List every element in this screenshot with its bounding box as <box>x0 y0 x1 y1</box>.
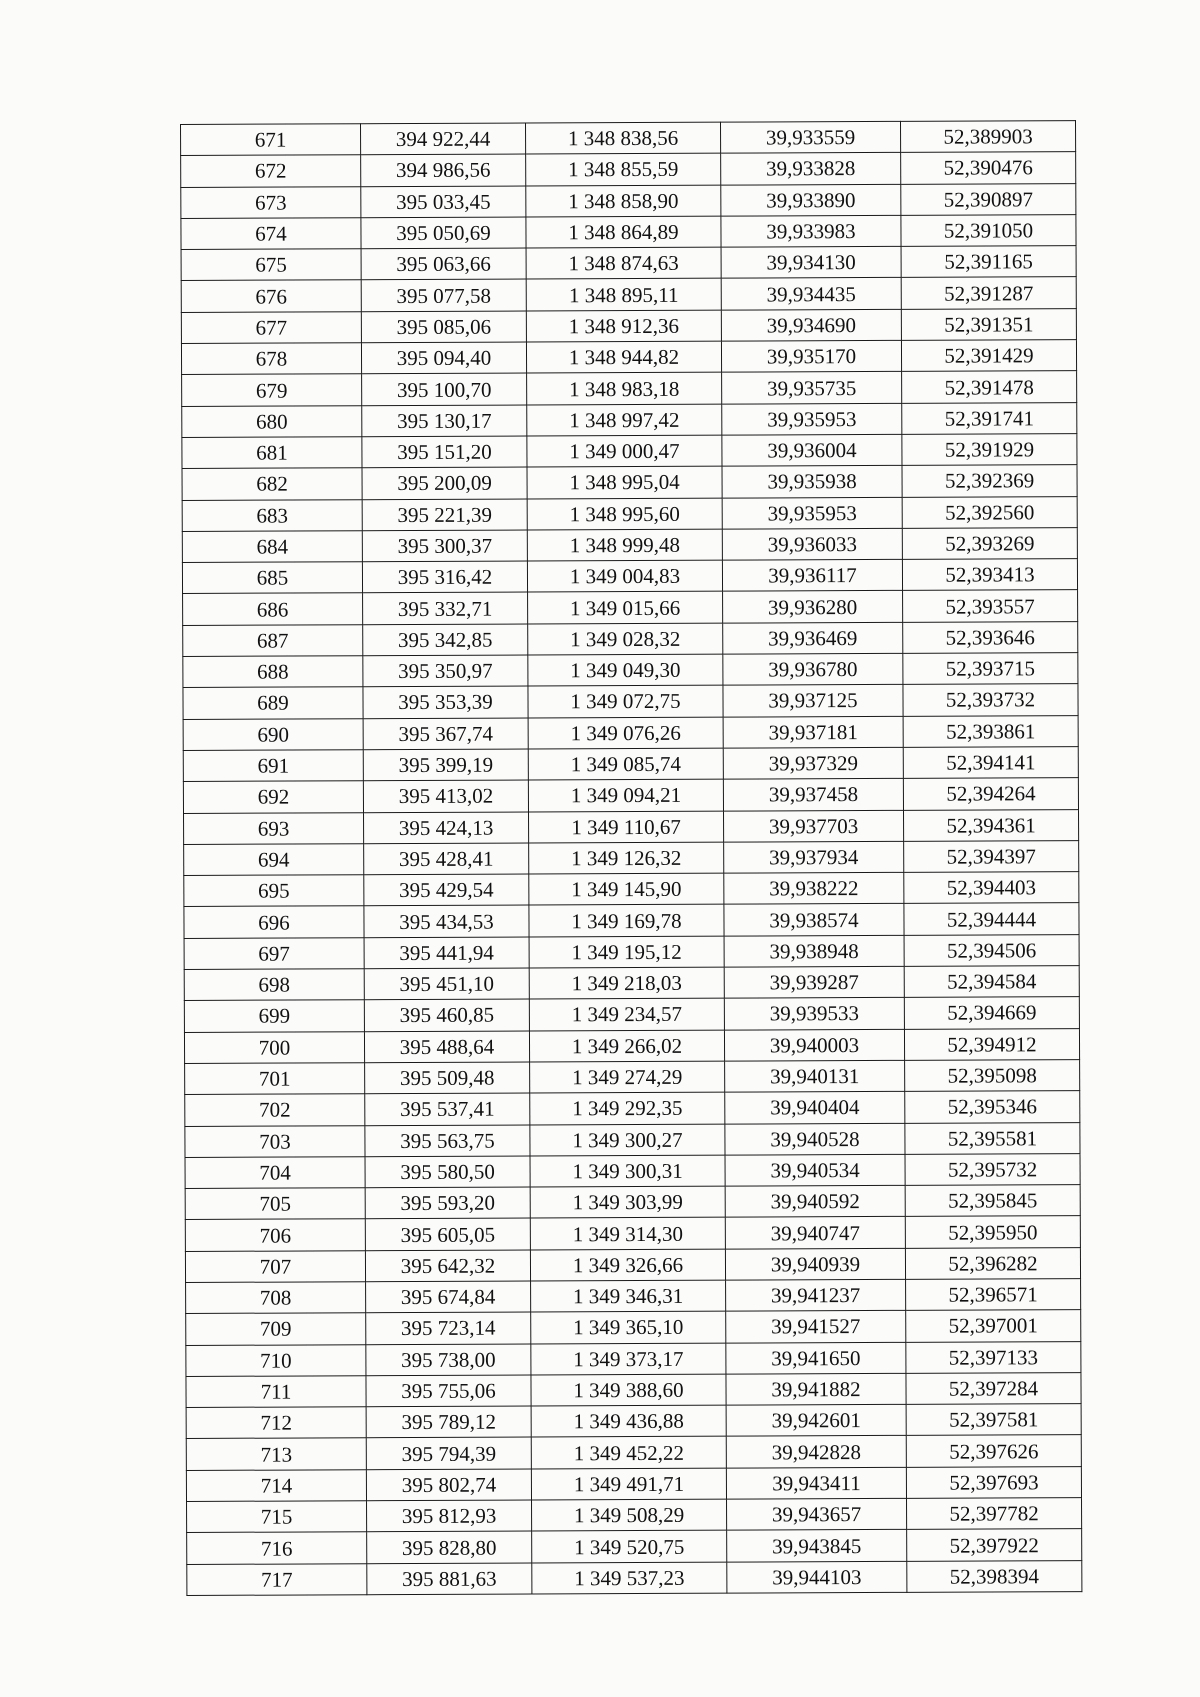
point-number-cell: 676 <box>181 280 361 312</box>
longitude-cell: 52,393557 <box>903 590 1078 622</box>
point-number-cell: 715 <box>187 1501 367 1533</box>
latitude-cell: 39,940939 <box>725 1248 905 1280</box>
longitude-cell: 52,393732 <box>903 684 1078 716</box>
longitude-cell: 52,393269 <box>902 527 1077 559</box>
point-number-cell: 703 <box>185 1125 365 1157</box>
point-number-cell: 700 <box>184 1031 364 1063</box>
table-row <box>187 1529 1082 1564</box>
table-row <box>184 1028 1079 1063</box>
longitude-cell: 52,394444 <box>904 903 1079 935</box>
y-coordinate-cell: 1 349 110,67 <box>529 811 724 843</box>
x-coordinate-cell: 394 986,56 <box>361 154 526 186</box>
x-coordinate-cell: 395 441,94 <box>364 937 529 969</box>
latitude-cell: 39,933828 <box>721 153 901 185</box>
table-row <box>182 465 1077 500</box>
x-coordinate-cell: 395 509,48 <box>365 1062 530 1094</box>
x-coordinate-cell: 395 316,42 <box>362 561 527 593</box>
x-coordinate-cell: 395 100,70 <box>362 373 527 405</box>
longitude-cell: 52,394141 <box>903 747 1078 779</box>
table-row <box>184 872 1079 907</box>
x-coordinate-cell: 395 350,97 <box>363 655 528 687</box>
latitude-cell: 39,935735 <box>722 372 902 404</box>
x-coordinate-cell: 395 094,40 <box>361 342 526 374</box>
latitude-cell: 39,941650 <box>726 1342 906 1374</box>
table-row <box>183 747 1078 782</box>
y-coordinate-cell: 1 349 004,83 <box>527 560 722 592</box>
table-row <box>182 402 1077 437</box>
table-row <box>181 246 1076 281</box>
longitude-cell: 52,393413 <box>902 559 1077 591</box>
point-number-cell: 717 <box>187 1563 367 1595</box>
table-row <box>187 1560 1082 1595</box>
table-row <box>183 778 1078 813</box>
latitude-cell: 39,940003 <box>724 1029 904 1061</box>
y-coordinate-cell: 1 349 195,12 <box>529 936 724 968</box>
y-coordinate-cell: 1 349 274,29 <box>530 1061 725 1093</box>
y-coordinate-cell: 1 349 076,26 <box>528 717 723 749</box>
y-coordinate-cell: 1 349 015,66 <box>528 592 723 624</box>
table-row <box>183 590 1078 625</box>
longitude-cell: 52,391478 <box>902 371 1077 403</box>
x-coordinate-cell: 395 593,20 <box>365 1187 530 1219</box>
table-row <box>185 1216 1080 1251</box>
longitude-cell: 52,398394 <box>907 1560 1082 1592</box>
x-coordinate-cell: 395 755,06 <box>366 1375 531 1407</box>
table-row <box>181 277 1076 312</box>
y-coordinate-cell: 1 349 300,31 <box>530 1155 725 1187</box>
table-row <box>185 1185 1080 1220</box>
latitude-cell: 39,940404 <box>725 1092 905 1124</box>
point-number-cell: 682 <box>182 468 362 500</box>
table-row <box>181 121 1076 156</box>
longitude-cell: 52,389903 <box>900 121 1075 153</box>
table-row <box>182 559 1077 594</box>
point-number-cell: 704 <box>185 1156 365 1188</box>
longitude-cell: 52,394912 <box>904 1028 1079 1060</box>
longitude-cell: 52,391741 <box>902 402 1077 434</box>
y-coordinate-cell: 1 348 858,90 <box>526 185 721 217</box>
point-number-cell: 671 <box>181 124 361 156</box>
table-row <box>184 934 1079 969</box>
latitude-cell: 39,940131 <box>725 1060 905 1092</box>
latitude-cell: 39,943845 <box>727 1530 907 1562</box>
x-coordinate-cell: 395 063,66 <box>361 248 526 280</box>
x-coordinate-cell: 395 353,39 <box>363 686 528 718</box>
latitude-cell: 39,940534 <box>725 1154 905 1186</box>
x-coordinate-cell: 395 738,00 <box>366 1344 531 1376</box>
table-row <box>184 903 1079 938</box>
y-coordinate-cell: 1 349 436,88 <box>531 1405 726 1437</box>
y-coordinate-cell: 1 349 218,03 <box>529 967 724 999</box>
table-row <box>186 1404 1081 1439</box>
y-coordinate-cell: 1 349 303,99 <box>530 1186 725 1218</box>
longitude-cell: 52,395950 <box>905 1216 1080 1248</box>
latitude-cell: 39,934130 <box>721 247 901 279</box>
latitude-cell: 39,938222 <box>724 872 904 904</box>
latitude-cell: 39,937125 <box>723 685 903 717</box>
longitude-cell: 52,391287 <box>901 277 1076 309</box>
latitude-cell: 39,933559 <box>720 121 900 153</box>
table-row <box>183 684 1078 719</box>
longitude-cell: 52,395098 <box>905 1059 1080 1091</box>
latitude-cell: 39,941237 <box>726 1279 906 1311</box>
longitude-cell: 52,394397 <box>904 840 1079 872</box>
y-coordinate-cell: 1 349 049,30 <box>528 654 723 686</box>
longitude-cell: 52,394669 <box>904 997 1079 1029</box>
longitude-cell: 52,394361 <box>903 809 1078 841</box>
point-number-cell: 696 <box>184 906 364 938</box>
point-number-cell: 678 <box>181 343 361 375</box>
longitude-cell: 52,393646 <box>903 621 1078 653</box>
point-number-cell: 687 <box>183 624 363 656</box>
latitude-cell: 39,940592 <box>725 1185 905 1217</box>
y-coordinate-cell: 1 349 373,17 <box>531 1343 726 1375</box>
latitude-cell: 39,941527 <box>726 1311 906 1343</box>
point-number-cell: 692 <box>183 781 363 813</box>
longitude-cell: 52,392560 <box>902 496 1077 528</box>
table-row <box>186 1372 1081 1407</box>
point-number-cell: 699 <box>184 1000 364 1032</box>
longitude-cell: 52,395845 <box>905 1185 1080 1217</box>
point-number-cell: 702 <box>185 1094 365 1126</box>
table-row <box>181 340 1076 375</box>
point-number-cell: 710 <box>186 1344 366 1376</box>
longitude-cell: 52,395581 <box>905 1122 1080 1154</box>
x-coordinate-cell: 395 674,84 <box>366 1281 531 1313</box>
x-coordinate-cell: 395 200,09 <box>362 467 527 499</box>
y-coordinate-cell: 1 349 508,29 <box>532 1499 727 1531</box>
latitude-cell: 39,935953 <box>722 403 902 435</box>
latitude-cell: 39,939287 <box>724 966 904 998</box>
x-coordinate-cell: 395 221,39 <box>362 499 527 531</box>
x-coordinate-cell: 395 367,74 <box>363 718 528 750</box>
point-number-cell: 714 <box>186 1469 366 1501</box>
table-row <box>186 1435 1081 1470</box>
x-coordinate-cell: 395 429,54 <box>364 874 529 906</box>
longitude-cell: 52,390476 <box>901 152 1076 184</box>
longitude-cell: 52,397922 <box>907 1529 1082 1561</box>
coordinates-table <box>180 120 1082 1596</box>
longitude-cell: 52,394264 <box>903 778 1078 810</box>
x-coordinate-cell: 395 399,19 <box>363 749 528 781</box>
x-coordinate-cell: 395 424,13 <box>364 812 529 844</box>
longitude-cell: 52,395732 <box>905 1153 1080 1185</box>
x-coordinate-cell: 395 580,50 <box>365 1156 530 1188</box>
x-coordinate-cell: 395 460,85 <box>364 999 529 1031</box>
point-number-cell: 716 <box>187 1532 367 1564</box>
latitude-cell: 39,936004 <box>722 434 902 466</box>
y-coordinate-cell: 1 348 995,60 <box>527 498 722 530</box>
point-number-cell: 674 <box>181 218 361 250</box>
x-coordinate-cell: 395 789,12 <box>366 1406 531 1438</box>
x-coordinate-cell: 395 451,10 <box>364 968 529 1000</box>
point-number-cell: 697 <box>184 937 364 969</box>
table-row <box>182 371 1077 406</box>
longitude-cell: 52,391165 <box>901 246 1076 278</box>
x-coordinate-cell: 395 605,05 <box>365 1218 530 1250</box>
x-coordinate-cell: 395 151,20 <box>362 436 527 468</box>
x-coordinate-cell: 395 794,39 <box>366 1437 531 1469</box>
point-number-cell: 679 <box>182 374 362 406</box>
latitude-cell: 39,936280 <box>723 591 903 623</box>
y-coordinate-cell: 1 348 995,04 <box>527 466 722 498</box>
table-row <box>185 1153 1080 1188</box>
y-coordinate-cell: 1 348 912,36 <box>526 310 721 342</box>
latitude-cell: 39,940747 <box>725 1217 905 1249</box>
y-coordinate-cell: 1 349 346,31 <box>531 1280 726 1312</box>
longitude-cell: 52,397693 <box>906 1466 1081 1498</box>
longitude-cell: 52,394584 <box>904 966 1079 998</box>
longitude-cell: 52,397626 <box>906 1435 1081 1467</box>
point-number-cell: 707 <box>185 1250 365 1282</box>
y-coordinate-cell: 1 349 145,90 <box>529 873 724 905</box>
y-coordinate-cell: 1 348 983,18 <box>527 373 722 405</box>
longitude-cell: 52,391050 <box>901 214 1076 246</box>
x-coordinate-cell: 395 881,63 <box>367 1563 532 1595</box>
latitude-cell: 39,937703 <box>724 810 904 842</box>
latitude-cell: 39,934690 <box>721 309 901 341</box>
x-coordinate-cell: 395 563,75 <box>365 1124 530 1156</box>
x-coordinate-cell: 395 812,93 <box>367 1500 532 1532</box>
latitude-cell: 39,933890 <box>721 184 901 216</box>
y-coordinate-cell: 1 349 000,47 <box>527 435 722 467</box>
y-coordinate-cell: 1 349 169,78 <box>529 905 724 937</box>
x-coordinate-cell: 395 723,14 <box>366 1312 531 1344</box>
longitude-cell: 52,394403 <box>904 872 1079 904</box>
point-number-cell: 709 <box>186 1313 366 1345</box>
longitude-cell: 52,397782 <box>907 1498 1082 1530</box>
table-row <box>181 308 1076 343</box>
y-coordinate-cell: 1 348 997,42 <box>527 404 722 436</box>
point-number-cell: 673 <box>181 186 361 218</box>
table-row <box>184 840 1079 875</box>
longitude-cell: 52,393861 <box>903 715 1078 747</box>
point-number-cell: 705 <box>185 1188 365 1220</box>
point-number-cell: 675 <box>181 249 361 281</box>
x-coordinate-cell: 395 332,71 <box>363 592 528 624</box>
longitude-cell: 52,396282 <box>905 1247 1080 1279</box>
longitude-cell: 52,391429 <box>901 340 1076 372</box>
y-coordinate-cell: 1 348 864,89 <box>526 216 721 248</box>
latitude-cell: 39,943411 <box>726 1467 906 1499</box>
point-number-cell: 701 <box>185 1063 365 1095</box>
y-coordinate-cell: 1 348 855,59 <box>526 153 721 185</box>
latitude-cell: 39,937934 <box>724 841 904 873</box>
point-number-cell: 713 <box>186 1438 366 1470</box>
y-coordinate-cell: 1 349 537,23 <box>532 1562 727 1594</box>
y-coordinate-cell: 1 348 838,56 <box>525 122 720 154</box>
x-coordinate-cell: 395 537,41 <box>365 1093 530 1125</box>
point-number-cell: 706 <box>185 1219 365 1251</box>
table-row <box>186 1341 1081 1376</box>
table-row <box>182 434 1077 469</box>
x-coordinate-cell: 395 488,64 <box>364 1031 529 1063</box>
x-coordinate-cell: 395 077,58 <box>361 279 526 311</box>
latitude-cell: 39,940528 <box>725 1123 905 1155</box>
point-number-cell: 708 <box>186 1282 366 1314</box>
latitude-cell: 39,937458 <box>723 779 903 811</box>
point-number-cell: 683 <box>182 499 362 531</box>
point-number-cell: 693 <box>184 812 364 844</box>
y-coordinate-cell: 1 349 292,35 <box>530 1092 725 1124</box>
longitude-cell: 52,391351 <box>901 308 1076 340</box>
y-coordinate-cell: 1 349 491,71 <box>531 1468 726 1500</box>
latitude-cell: 39,941882 <box>726 1373 906 1405</box>
x-coordinate-cell: 395 428,41 <box>364 843 529 875</box>
x-coordinate-cell: 395 300,37 <box>362 530 527 562</box>
point-number-cell: 690 <box>183 718 363 750</box>
point-number-cell: 685 <box>182 562 362 594</box>
point-number-cell: 680 <box>182 405 362 437</box>
point-number-cell: 688 <box>183 656 363 688</box>
latitude-cell: 39,935170 <box>721 340 901 372</box>
latitude-cell: 39,942828 <box>726 1436 906 1468</box>
x-coordinate-cell: 395 642,32 <box>365 1250 530 1282</box>
table-row <box>185 1091 1080 1126</box>
point-number-cell: 711 <box>186 1376 366 1408</box>
longitude-cell: 52,393715 <box>903 653 1078 685</box>
point-number-cell: 681 <box>182 437 362 469</box>
longitude-cell: 52,391929 <box>902 434 1077 466</box>
y-coordinate-cell: 1 349 365,10 <box>531 1311 726 1343</box>
y-coordinate-cell: 1 349 234,57 <box>529 998 724 1030</box>
latitude-cell: 39,944103 <box>727 1561 907 1593</box>
latitude-cell: 39,936033 <box>722 528 902 560</box>
table-row <box>186 1279 1081 1314</box>
table-row <box>184 809 1079 844</box>
y-coordinate-cell: 1 349 314,30 <box>530 1218 725 1250</box>
longitude-cell: 52,396571 <box>906 1279 1081 1311</box>
latitude-cell: 39,942601 <box>726 1405 906 1437</box>
table-row <box>181 183 1076 218</box>
longitude-cell: 52,394506 <box>904 934 1079 966</box>
y-coordinate-cell: 1 349 388,60 <box>531 1374 726 1406</box>
y-coordinate-cell: 1 349 520,75 <box>532 1530 727 1562</box>
latitude-cell: 39,936469 <box>723 622 903 654</box>
table-row <box>186 1466 1081 1501</box>
table-row <box>182 496 1077 531</box>
x-coordinate-cell: 395 413,02 <box>363 780 528 812</box>
table-row <box>182 527 1077 562</box>
latitude-cell: 39,939533 <box>724 998 904 1030</box>
x-coordinate-cell: 395 342,85 <box>363 624 528 656</box>
y-coordinate-cell: 1 349 028,32 <box>528 623 723 655</box>
x-coordinate-cell: 395 828,80 <box>367 1531 532 1563</box>
x-coordinate-cell: 395 434,53 <box>364 905 529 937</box>
latitude-cell: 39,935953 <box>722 497 902 529</box>
y-coordinate-cell: 1 349 452,22 <box>531 1437 726 1469</box>
longitude-cell: 52,397581 <box>906 1404 1081 1436</box>
point-number-cell: 686 <box>183 593 363 625</box>
x-coordinate-cell: 394 922,44 <box>361 123 526 155</box>
latitude-cell: 39,934435 <box>721 278 901 310</box>
latitude-cell: 39,938574 <box>724 904 904 936</box>
table-row <box>185 1059 1080 1094</box>
latitude-cell: 39,937181 <box>723 716 903 748</box>
y-coordinate-cell: 1 348 944,82 <box>526 341 721 373</box>
table-row <box>181 152 1076 187</box>
latitude-cell: 39,933983 <box>721 215 901 247</box>
y-coordinate-cell: 1 348 895,11 <box>526 279 721 311</box>
longitude-cell: 52,397133 <box>906 1341 1081 1373</box>
y-coordinate-cell: 1 349 300,27 <box>530 1124 725 1156</box>
point-number-cell: 691 <box>183 750 363 782</box>
point-number-cell: 698 <box>184 969 364 1001</box>
table-row <box>185 1247 1080 1282</box>
point-number-cell: 684 <box>182 531 362 563</box>
longitude-cell: 52,390897 <box>901 183 1076 215</box>
table-row <box>187 1498 1082 1533</box>
table-row <box>183 621 1078 656</box>
latitude-cell: 39,936117 <box>722 560 902 592</box>
x-coordinate-cell: 395 802,74 <box>366 1469 531 1501</box>
point-number-cell: 672 <box>181 155 361 187</box>
longitude-cell: 52,392369 <box>902 465 1077 497</box>
y-coordinate-cell: 1 348 874,63 <box>526 247 721 279</box>
y-coordinate-cell: 1 348 999,48 <box>527 529 722 561</box>
point-number-cell: 712 <box>186 1407 366 1439</box>
x-coordinate-cell: 395 050,69 <box>361 217 526 249</box>
point-number-cell: 689 <box>183 687 363 719</box>
longitude-cell: 52,397284 <box>906 1372 1081 1404</box>
coordinates-table-body <box>181 121 1082 1596</box>
table-row <box>186 1310 1081 1345</box>
y-coordinate-cell: 1 349 072,75 <box>528 685 723 717</box>
x-coordinate-cell: 395 033,45 <box>361 186 526 218</box>
table-row <box>183 715 1078 750</box>
x-coordinate-cell: 395 130,17 <box>362 405 527 437</box>
y-coordinate-cell: 1 349 326,66 <box>530 1249 725 1281</box>
y-coordinate-cell: 1 349 266,02 <box>529 1030 724 1062</box>
table-row <box>183 653 1078 688</box>
latitude-cell: 39,936780 <box>723 653 903 685</box>
table-row <box>184 997 1079 1032</box>
y-coordinate-cell: 1 349 094,21 <box>528 779 723 811</box>
latitude-cell: 39,937329 <box>723 747 903 779</box>
longitude-cell: 52,397001 <box>906 1310 1081 1342</box>
table-row <box>184 966 1079 1001</box>
x-coordinate-cell: 395 085,06 <box>361 311 526 343</box>
latitude-cell: 39,938948 <box>724 935 904 967</box>
longitude-cell: 52,395346 <box>905 1091 1080 1123</box>
y-coordinate-cell: 1 349 085,74 <box>528 748 723 780</box>
point-number-cell: 694 <box>184 844 364 876</box>
latitude-cell: 39,935938 <box>722 466 902 498</box>
latitude-cell: 39,943657 <box>727 1498 907 1530</box>
table-row <box>185 1122 1080 1157</box>
table-row <box>181 214 1076 249</box>
point-number-cell: 695 <box>184 875 364 907</box>
y-coordinate-cell: 1 349 126,32 <box>529 842 724 874</box>
point-number-cell: 677 <box>181 311 361 343</box>
